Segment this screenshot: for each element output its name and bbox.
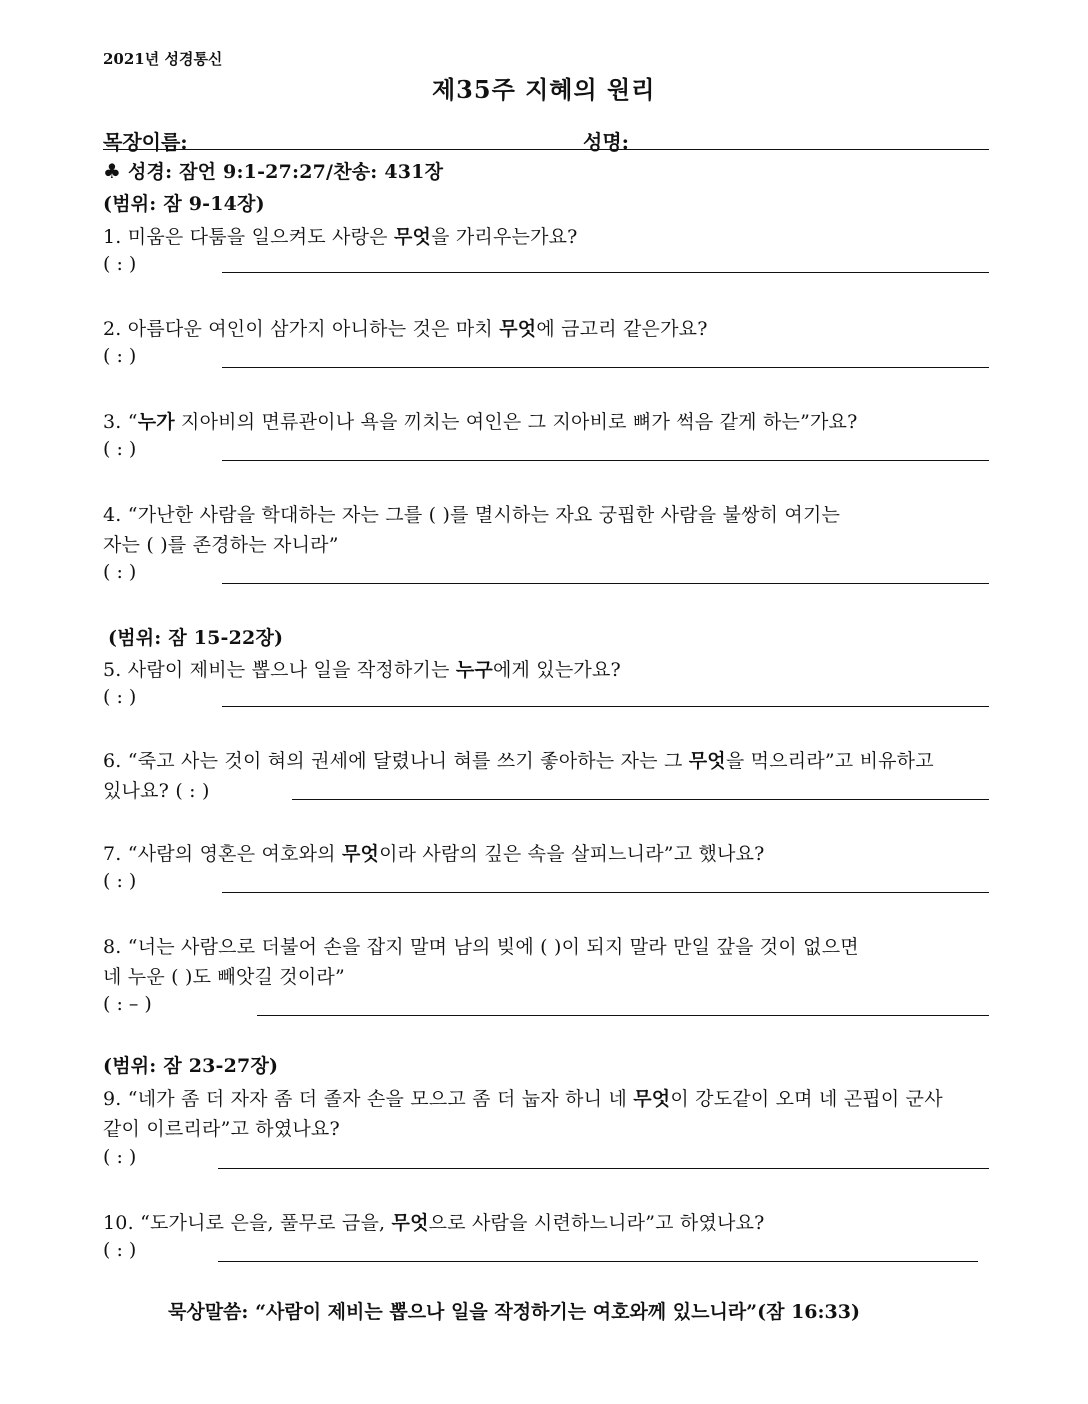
question-7: 7. “사람의 영혼은 여호와의 무엇이라 사람의 깊은 속을 살피느니라”고 했나요? <box>103 843 765 865</box>
section-label: (범위: 잠 9-14장) <box>103 193 265 215</box>
name-field-line[interactable] <box>583 149 989 150</box>
question-5: 5. 사람이 제비는 뽑으나 일을 작정하기는 누구에게 있는가요? <box>103 659 621 681</box>
answer-line[interactable] <box>257 1015 989 1016</box>
answer-reference[interactable]: ( : ) <box>103 561 137 583</box>
answer-reference[interactable]: ( : ) <box>103 686 137 708</box>
question-1: 1. 미움은 다툼을 일으켜도 사랑은 무엇을 가리우는가요? <box>103 226 578 248</box>
answer-line[interactable] <box>218 1261 978 1262</box>
answer-line[interactable] <box>222 706 989 707</box>
answer-line[interactable] <box>292 799 989 800</box>
answer-reference[interactable]: ( : ) <box>103 438 137 460</box>
question-6-line2: 있나요? ( : ) <box>103 780 210 802</box>
answer-reference[interactable]: ( : – ) <box>103 993 152 1015</box>
answer-reference[interactable]: ( : ) <box>103 870 137 892</box>
answer-line[interactable] <box>222 272 989 273</box>
question-8-line2: 네 누운 ( )도 빼앗길 것이라” <box>103 966 345 988</box>
question-9-line2: 같이 이르리라”고 하였나요? <box>103 1118 340 1140</box>
answer-line[interactable] <box>222 583 989 584</box>
name-label: 성명: <box>583 130 630 154</box>
question-3: 3. “누가 지아비의 면류관이나 욕을 끼치는 여인은 그 지아비로 뼈가 썩음 같게 하는”가요? <box>103 411 858 433</box>
answer-line[interactable] <box>222 892 989 893</box>
page-title: 제35주 지혜의 원리 <box>432 75 656 104</box>
answer-reference[interactable]: ( : ) <box>175 780 210 802</box>
answer-line[interactable] <box>222 460 989 461</box>
meditation-verse <box>168 1297 860 1324</box>
section-label: (범위: 잠 23-27장) <box>103 1055 279 1077</box>
meditation-ref: (잠 16:33) <box>757 1301 860 1323</box>
question-4-line2: 자는 ( )를 존경하는 자니라” <box>103 534 339 556</box>
club-icon: ♣ <box>103 159 122 183</box>
section-label: (범위: 잠 15-22장) <box>108 627 284 649</box>
answer-line[interactable] <box>218 1168 989 1169</box>
meditation-label: 묵상말씀: <box>168 1301 249 1323</box>
answer-line[interactable] <box>222 367 989 368</box>
reading-text: 성경: 잠언 9:1-27:27/찬송: 431장 <box>127 161 444 183</box>
pastor-field-line[interactable] <box>103 149 583 150</box>
question-9: 9. “네가 좀 더 자자 좀 더 졸자 손을 모으고 좀 더 눕자 하니 네 무엇이 강도같이 오며 네 곤핍이 군사 <box>103 1088 943 1110</box>
answer-reference[interactable]: ( : ) <box>103 1146 137 1168</box>
year-label: 2021년 성경통신 <box>103 50 223 68</box>
question-4: 4. “가난한 사람을 학대하는 자는 그를 ( )를 멸시하는 자요 궁핍한 사람을 불쌍히 여기는 <box>103 504 841 526</box>
answer-reference[interactable]: ( : ) <box>103 1239 137 1261</box>
question-6: 6. “죽고 사는 것이 혀의 권세에 달렸나니 혀를 쓰기 좋아하는 자는 그 무엇을 먹으리라”고 비유하고 <box>103 750 934 772</box>
reading-line <box>103 157 443 184</box>
question-2: 2. 아름다운 여인이 삼가지 아니하는 것은 마치 무엇에 금고리 같은가요? <box>103 318 708 340</box>
pastor-label: 목장이름: <box>103 130 188 154</box>
meditation-quote: “사람이 제비는 뽑으나 일을 작정하기는 여호와께 있느니라” <box>255 1301 758 1323</box>
answer-reference[interactable]: ( : ) <box>103 253 137 275</box>
question-10: 10. “도가니로 은을, 풀무로 금을, 무엇으로 사람을 시련하느니라”고 하였나요? <box>103 1212 765 1234</box>
question-8: 8. “너는 사람으로 더불어 손을 잡지 말며 남의 빚에 ( )이 되지 말라 만일 갚을 것이 없으면 <box>103 936 859 958</box>
answer-reference[interactable]: ( : ) <box>103 345 137 367</box>
